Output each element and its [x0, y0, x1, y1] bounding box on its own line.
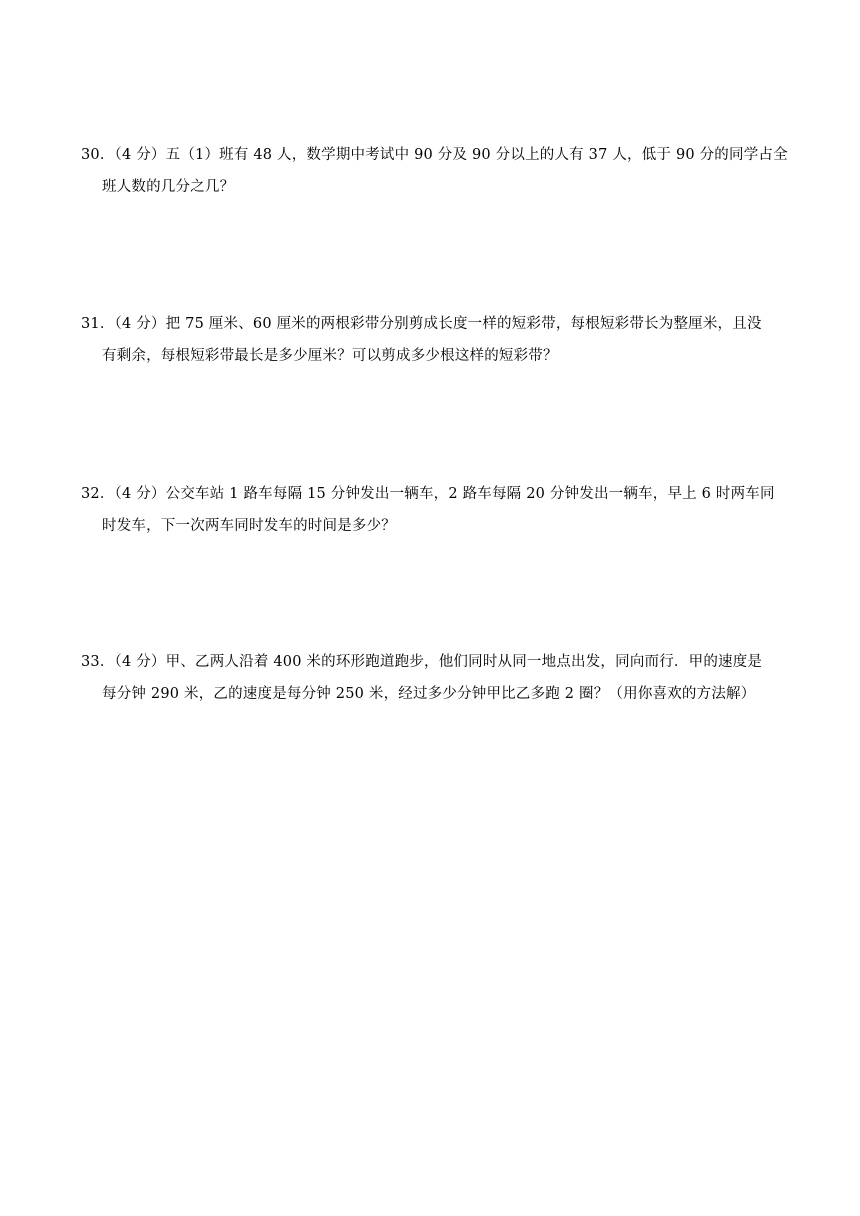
question-31-line-2: 有剩余，每根短彩带最长是多少厘米？可以剪成多少根这样的短彩带？ [102, 348, 558, 364]
question-30 [81, 139, 788, 203]
question-33-line-1: 33．（4 分）甲、乙两人沿着 400 米的环形跑道跑步，他们同时从同一地点出发，同向而行．甲的速度是 [81, 654, 763, 670]
question-30-line-2: 班人数的几分之几？ [102, 179, 235, 195]
question-32-line-2: 时发车，下一次两车同时发车的时间是多少？ [102, 518, 396, 534]
question-31 [81, 308, 781, 372]
question-32 [81, 478, 781, 542]
question-33-line-2: 每分钟 290 米，乙的速度是每分钟 250 米，经过多少分钟甲比乙多跑 2 圈？（用你喜欢的方法解） [102, 686, 756, 702]
question-30-line-1: 30．（4 分）五（1）班有 48 人，数学期中考试中 90 分及 90 分以上的人有 37 人，低于 90 分的同学占全 [81, 147, 788, 163]
question-32-line-1: 32．（4 分）公交车站 1 路车每隔 15 分钟发出一辆车，2 路车每隔 20 分钟发出一辆车，早上 6 时两车同 [81, 486, 775, 502]
question-31-line-1: 31．（4 分）把 75 厘米、60 厘米的两根彩带分别剪成长度一样的短彩带，每根短彩带长为整厘米，且没 [81, 316, 762, 332]
question-33 [81, 646, 781, 710]
